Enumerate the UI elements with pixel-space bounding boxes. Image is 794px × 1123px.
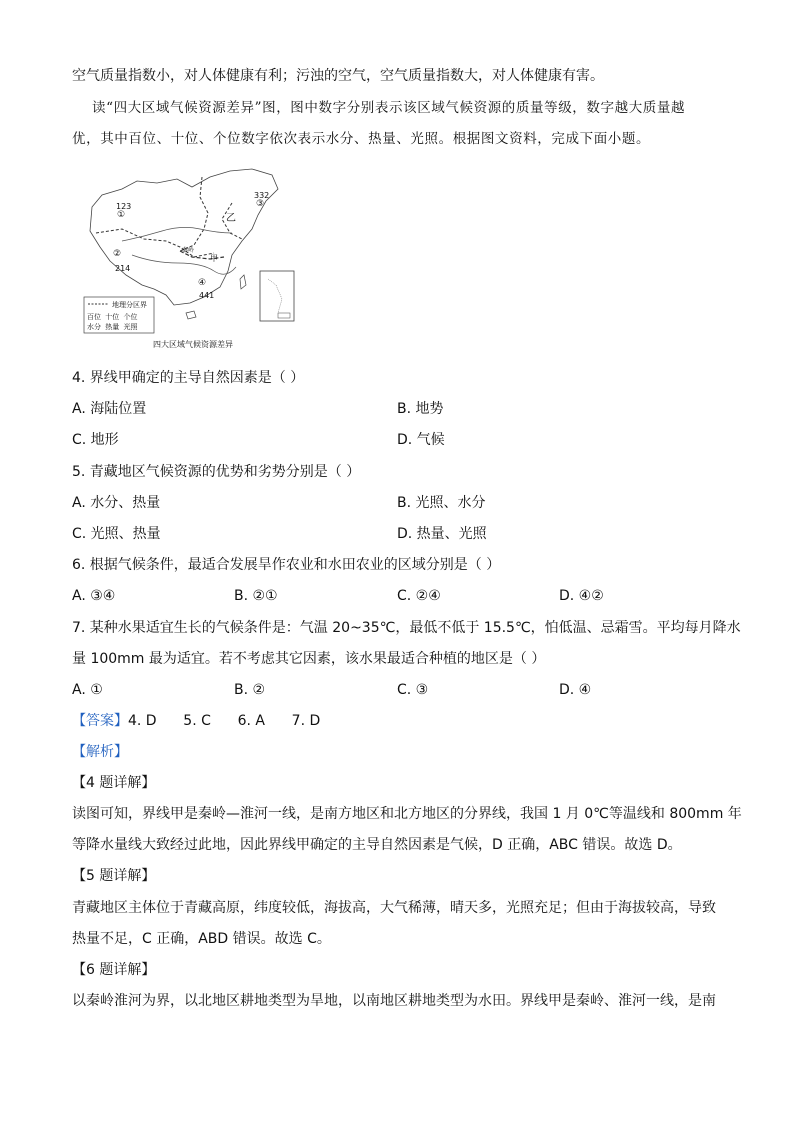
q4-stem: 4. 界线甲确定的主导自然因素是（ ） [72, 370, 305, 386]
q5-option-a[interactable]: A. 水分、热量 [72, 495, 161, 511]
region-3-num: ③ [256, 199, 265, 209]
answer-line [72, 711, 320, 731]
intro-line-3: 优，其中百位、十位、个位数字依次表示水分、热量、光照。根据图文资料，完成下面小题。 [72, 131, 651, 147]
legend-line-label: 地理分区界 [112, 301, 147, 309]
q6-option-d[interactable]: D. ④② [559, 588, 604, 604]
intro-line-1: 空气质量指数小，对人体健康有利；污浊的空气，空气质量指数大，对人体健康有害。 [72, 68, 604, 84]
yellow-river [122, 227, 232, 241]
q7-option-b[interactable]: B. ② [234, 682, 266, 698]
hainan-island [186, 311, 196, 319]
region-4-num: ④ [198, 278, 207, 288]
country-outline [90, 169, 278, 305]
q4-analysis-title: 【4 题详解】 [72, 775, 156, 791]
q6-stem: 6. 根据气候条件，最适合发展旱作农业和水田农业的区域分别是（ ） [72, 557, 501, 573]
legend-row-1: 百位 十位 个位 [87, 313, 138, 321]
q4-analysis-line-2: 等降水量线大致经过此地，因此界线甲确定的主导自然因素是气候，D 正确，ABC 错误。故选 D。 [72, 837, 682, 853]
q4-option-a[interactable]: A. 海陆位置 [72, 401, 147, 417]
q4-analysis-line-1: 读图可知，界线甲是秦岭—淮河一线，是南方地区和北方地区的分界线，我国 1 月 0℃等温线和 800mm 年 [72, 806, 742, 822]
region-2-code: 214 [115, 264, 131, 273]
climate-region-map [82, 167, 300, 347]
region-2-num: ② [113, 249, 122, 259]
region-1-num: ① [117, 210, 126, 220]
answer-text: 4. D 5. C 6. A 7. D [128, 713, 321, 729]
q5-option-d[interactable]: D. 热量、光照 [397, 526, 487, 542]
q6-option-c[interactable]: C. ②④ [397, 588, 441, 604]
analysis-tag: 【解析】 [72, 744, 128, 760]
q7-stem-line-2: 量 100mm 最为适宜。若不考虑其它因素，该水果最适合种植的地区是（ ） [72, 651, 546, 667]
q5-stem: 5. 青藏地区气候资源的优势和劣势分别是（ ） [72, 464, 361, 480]
region-3-code: 332 [254, 191, 270, 200]
q5-analysis-line-2: 热量不足，C 正确，ABD 错误。故选 C。 [72, 931, 331, 947]
q4-option-d[interactable]: D. 气候 [397, 432, 445, 448]
q7-option-c[interactable]: C. ③ [397, 682, 429, 698]
q4-option-c[interactable]: C. 地形 [72, 432, 119, 448]
legend-row-2: 水分 热量 光照 [87, 323, 138, 331]
q5-option-c[interactable]: C. 光照、热量 [72, 526, 161, 542]
taiwan-island [240, 275, 246, 289]
q7-stem-line-1: 7. 某种水果适宜生长的气候条件是：气温 20~35℃，最低不低于 15.5℃，怕低温、忌霜雪。平均每月降水 [72, 620, 741, 636]
q6-option-a[interactable]: A. ③④ [72, 588, 116, 604]
qinling-label: 秦岭 [182, 247, 195, 254]
yangtze-river [132, 255, 236, 274]
map-caption: 四大区域气候资源差异 [153, 340, 233, 349]
q6-option-b[interactable]: B. ②① [234, 588, 278, 604]
boundary-jia-label: 甲 [210, 254, 218, 263]
q5-analysis-title: 【5 题详解】 [72, 868, 156, 884]
q6-analysis-line-1: 以秦岭淮河为界，以北地区耕地类型为旱地，以南地区耕地类型为水田。界线甲是秦岭、淮河一线，是南 [72, 993, 716, 1009]
answer-tag: 【答案】 [72, 713, 128, 729]
q4-option-b[interactable]: B. 地势 [397, 401, 444, 417]
region-4-code: 441 [199, 291, 215, 300]
boundary-yi-label: 乙 [226, 213, 236, 224]
q7-option-d[interactable]: D. ④ [559, 682, 592, 698]
region-1-code: 123 [116, 202, 132, 211]
q5-option-b[interactable]: B. 光照、水分 [397, 495, 486, 511]
q7-option-a[interactable]: A. ① [72, 682, 103, 698]
q6-analysis-title: 【6 题详解】 [72, 962, 156, 978]
region-boundary-2 [180, 177, 208, 251]
q5-analysis-line-1: 青藏地区主体位于青藏高原，纬度较低，海拔高，大气稀薄，晴天多，光照充足；但由于海拔较高，导致 [72, 900, 716, 916]
south-sea-inset [260, 271, 294, 321]
intro-line-2: 读“四大区域气候资源差异”图，图中数字分别表示该区域气候资源的质量等级，数字越大质量越 [92, 100, 686, 116]
